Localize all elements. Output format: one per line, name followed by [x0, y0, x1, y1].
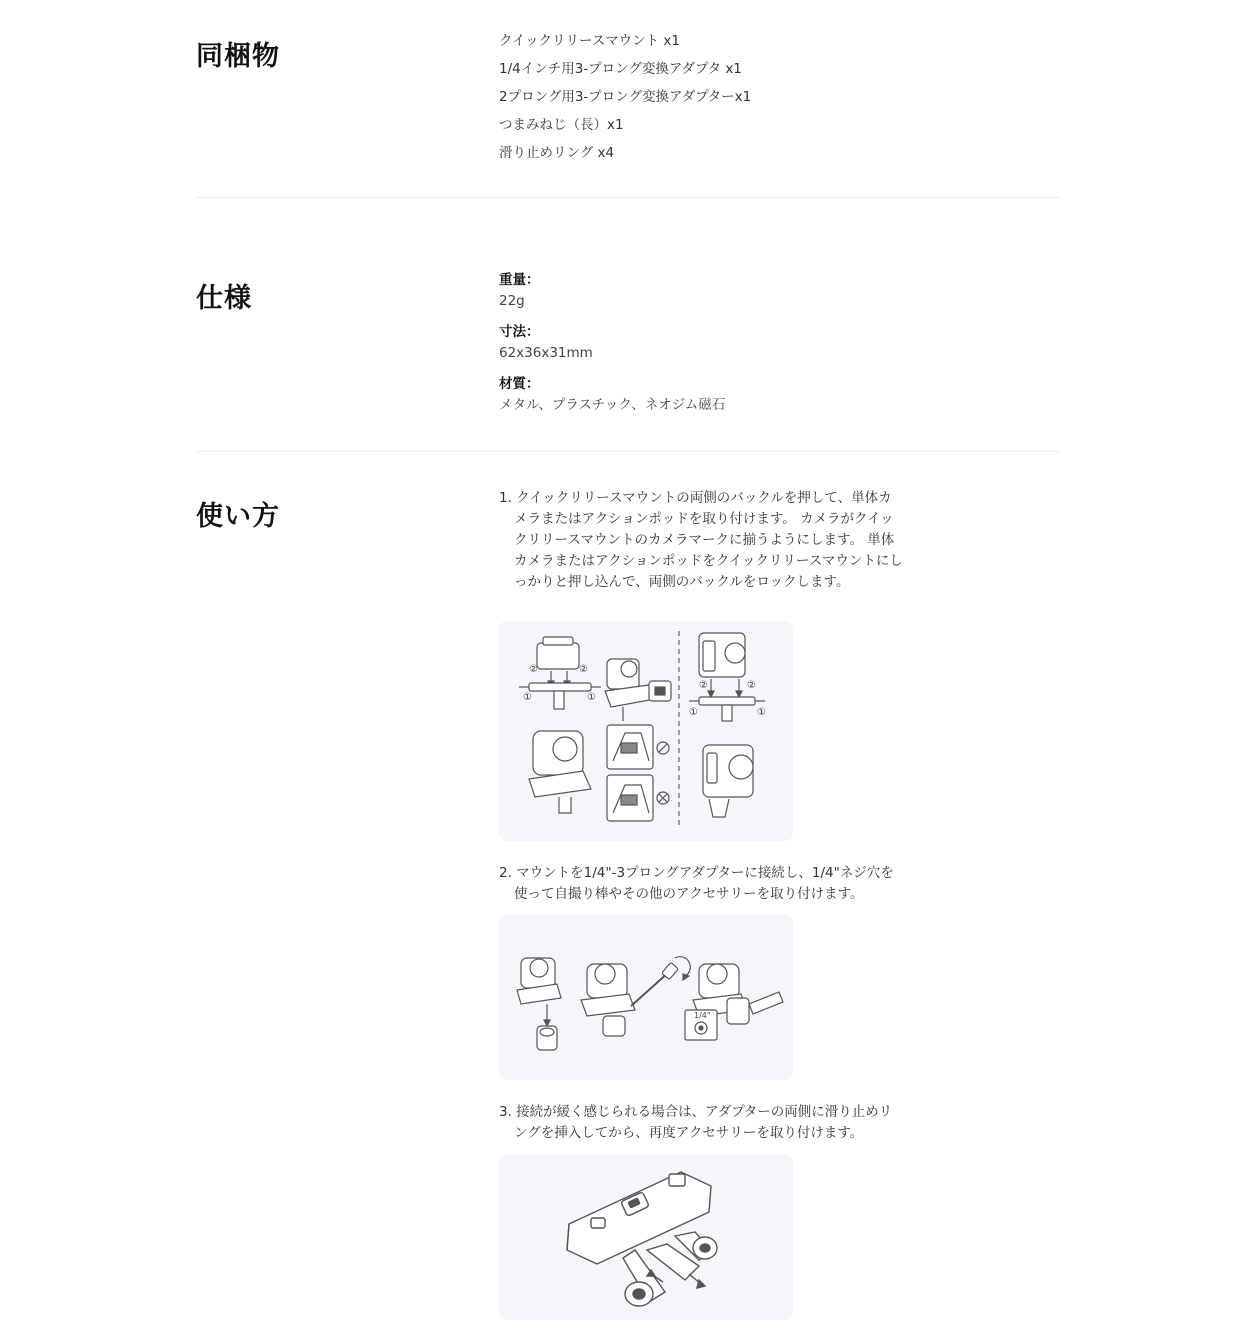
callout-2: ② [579, 664, 588, 675]
step-1-text: 1. クイックリリースマウントの両側のバックルを押して、単体カメラまたはアクションポッドを取り付けます。 カメラがクイックリリースマウントのカメラマークに揃うようにします。 単体カメラまたはアクションポッドをクイックリリースマウントにしっかりと押し込んで、両側のバックルをロックします。 [499, 490, 903, 590]
step-3-text: 3. 接続が緩く感じられる場合は、アダプターの両側に滑り止めリングを挿入してから、再度アクセサリーを取り付けます。 [499, 1104, 893, 1141]
usage-step-1 [499, 488, 909, 593]
usage-step-3 [499, 1102, 909, 1144]
step-1-figure [499, 621, 793, 841]
in-the-box-section [196, 0, 1060, 198]
callout-2: ② [529, 664, 538, 675]
list-item: 2プロング用3-プロング変換アダプターx1 [499, 89, 752, 105]
usage-section [196, 452, 1060, 1328]
step-3-figure-wrap [499, 1154, 909, 1320]
spec-label-weight: 重量： [499, 272, 540, 288]
list-item: 1/4インチ用3-プロング変換アダプタ x1 [499, 61, 742, 77]
callout-1: ① [689, 707, 698, 718]
step-1-figure-wrap [499, 621, 909, 841]
step-2-text: 2. マウントを1/4"-3プロングアダプターに接続し、1/4"ネジ穴を使って自撮り棒やその他のアクセサリーを取り付けます。 [499, 865, 894, 902]
spec-label-material: 材質： [499, 376, 540, 392]
list-item: つまみねじ（長）x1 [499, 117, 624, 133]
spec-value-dimensions: 62x36x31mm [499, 345, 593, 361]
usage-title: 使い方 [196, 501, 280, 532]
list-item: 滑り止めリング x4 [499, 145, 615, 161]
specs-section [196, 198, 1060, 452]
quarter-inch-label: 1/4" [694, 1011, 711, 1020]
callout-1: ① [757, 707, 766, 718]
anti-slip-ring-diagram [499, 1154, 793, 1320]
step-2-figure-wrap [499, 914, 909, 1080]
step-3-figure [499, 1154, 793, 1320]
usage-step-2 [499, 863, 909, 905]
in-the-box-list [499, 27, 909, 167]
step-2-figure [499, 914, 793, 1080]
list-item: クイックリリースマウント x1 [499, 33, 680, 49]
callout-2: ② [699, 680, 708, 691]
specs-title: 仕様 [196, 283, 252, 314]
in-the-box-title: 同梱物 [196, 41, 280, 72]
mount-attach-diagram [499, 621, 793, 841]
specs-list [499, 270, 909, 426]
callout-1: ① [523, 692, 532, 703]
callout-2: ② [747, 680, 756, 691]
spec-value-weight: 22g [499, 293, 525, 309]
adapter-connect-diagram [499, 914, 793, 1080]
spec-value-material: メタル、プラスチック、ネオジム磁石 [499, 397, 726, 413]
callout-1: ① [587, 692, 596, 703]
spec-label-dimensions: 寸法： [499, 324, 540, 340]
